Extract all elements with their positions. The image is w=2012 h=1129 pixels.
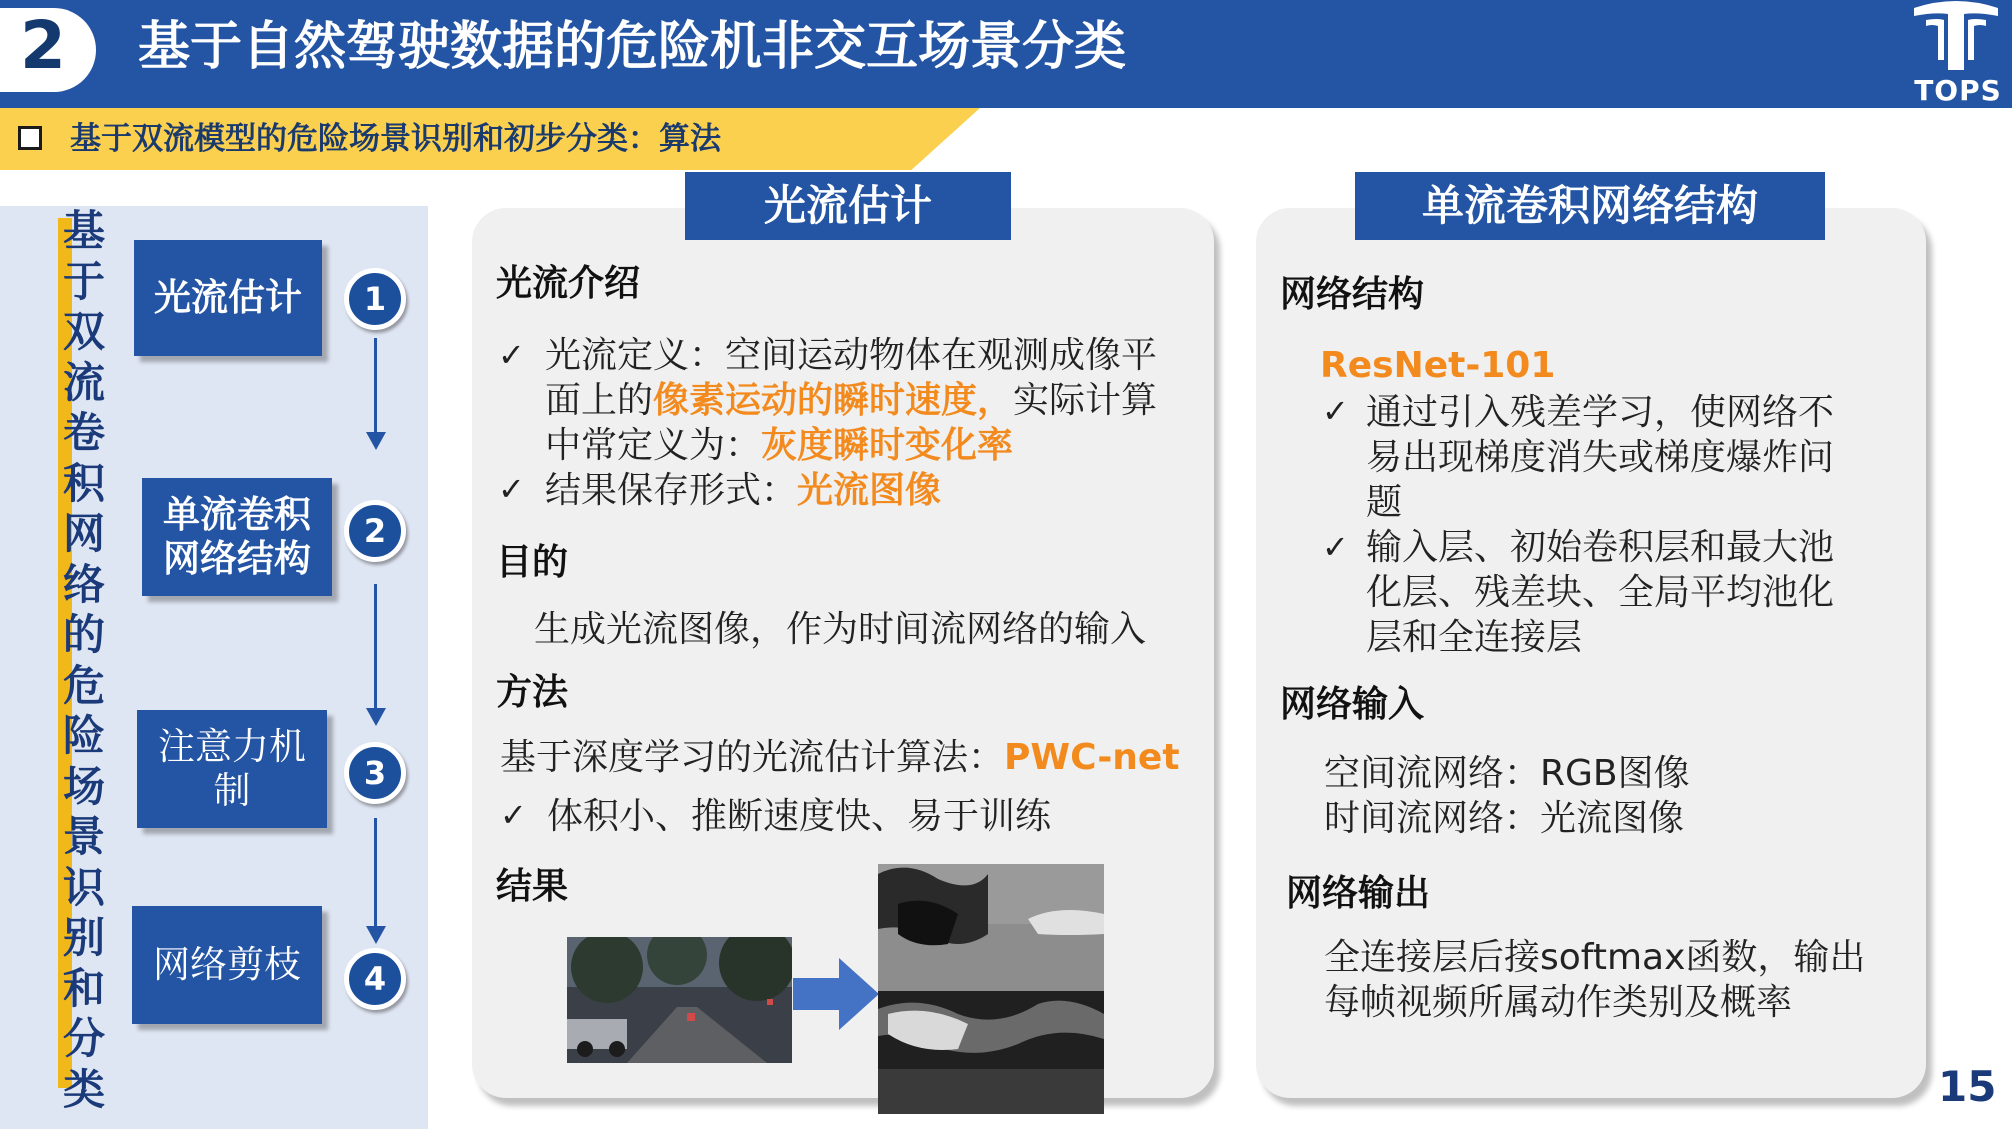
arrow-down-icon — [366, 432, 386, 450]
tops-logo-icon — [1908, 0, 2004, 78]
structure-bullet-2: 输入层、初始卷积层和最大池 化层、残差块、全局平均池化 层和全连接层 — [1366, 527, 1835, 658]
square-bullet-icon — [18, 126, 42, 150]
step-attention: 注意力机 制 — [137, 710, 327, 828]
step-single-stream-cnn: 单流卷积 网络结构 — [142, 478, 332, 596]
check-icon: ✓ — [1322, 392, 1349, 430]
purpose-text: 生成光流图像，作为时间流网络的输入 — [534, 609, 1147, 650]
vertical-title: 基 于 双 流 卷 积 网 络 的 危 险 场 景 识 别 和 分 类 — [62, 206, 105, 1114]
step-optical-flow: 光流估计 — [134, 240, 322, 356]
network-input-heading: 网络输入 — [1280, 684, 1425, 725]
method-heading: 方法 — [496, 672, 569, 713]
model-name: ResNet-101 — [1320, 345, 1556, 386]
network-input-text: 空间流网络：RGB图像 时间流网络：光流图像 — [1324, 753, 1690, 839]
network-structure-heading: 网络结构 — [1280, 274, 1425, 315]
network-output-heading: 网络输出 — [1286, 873, 1431, 914]
optical-flow-images — [878, 864, 1104, 1114]
step-1-badge: 1 — [344, 268, 406, 330]
check-icon: ✓ — [500, 796, 527, 834]
step-pruning: 网络剪枝 — [132, 906, 322, 1024]
network-output-text: 全连接层后接softmax函数，输出 每帧视频所属动作类别及概率 — [1324, 937, 1866, 1023]
step-3-badge: 3 — [344, 742, 406, 804]
arrow-down-icon — [366, 926, 386, 944]
step-4-badge: 4 — [344, 948, 406, 1010]
intro-bullet-1: 光流定义：空间运动物体在观测成像平 面上的像素运动的瞬时速度，实际计算 中常定义为：灰度瞬时变化率 — [545, 335, 1158, 466]
check-icon: ✓ — [1322, 528, 1349, 566]
check-icon: ✓ — [498, 336, 525, 374]
method-text: 基于深度学习的光流估计算法：PWC-net — [500, 737, 1180, 778]
cnn-structure-card-tab: 单流卷积网络结构 — [1355, 172, 1825, 240]
section-number: 2 — [20, 7, 66, 84]
arrow-right-icon — [793, 958, 879, 1030]
purpose-heading: 目的 — [496, 542, 569, 583]
connector-line — [374, 584, 377, 708]
connector-line — [374, 338, 377, 432]
logo-text: TOPS — [1914, 74, 2002, 107]
slide-title: 基于自然驾驶数据的危险机非交互场景分类 — [138, 17, 1127, 77]
method-bullet: 体积小、推断速度快、易于训练 — [547, 796, 1052, 837]
road-scene-image — [567, 937, 792, 1063]
subtitle: 基于双流模型的危险场景识别和初步分类：算法 — [70, 121, 721, 157]
structure-bullet-1: 通过引入残差学习，使网络不 易出现梯度消失或梯度爆炸问 题 — [1366, 392, 1835, 523]
result-heading: 结果 — [496, 866, 569, 907]
intro-heading: 光流介绍 — [496, 263, 641, 304]
check-icon: ✓ — [498, 470, 525, 508]
step-2-badge: 2 — [344, 500, 406, 562]
intro-bullet-2: 结果保存形式：光流图像 — [545, 470, 942, 511]
optical-flow-card-tab: 光流估计 — [685, 172, 1011, 240]
page-number: 15 — [1938, 1062, 1997, 1111]
connector-line — [374, 818, 377, 940]
arrow-down-icon — [366, 708, 386, 726]
